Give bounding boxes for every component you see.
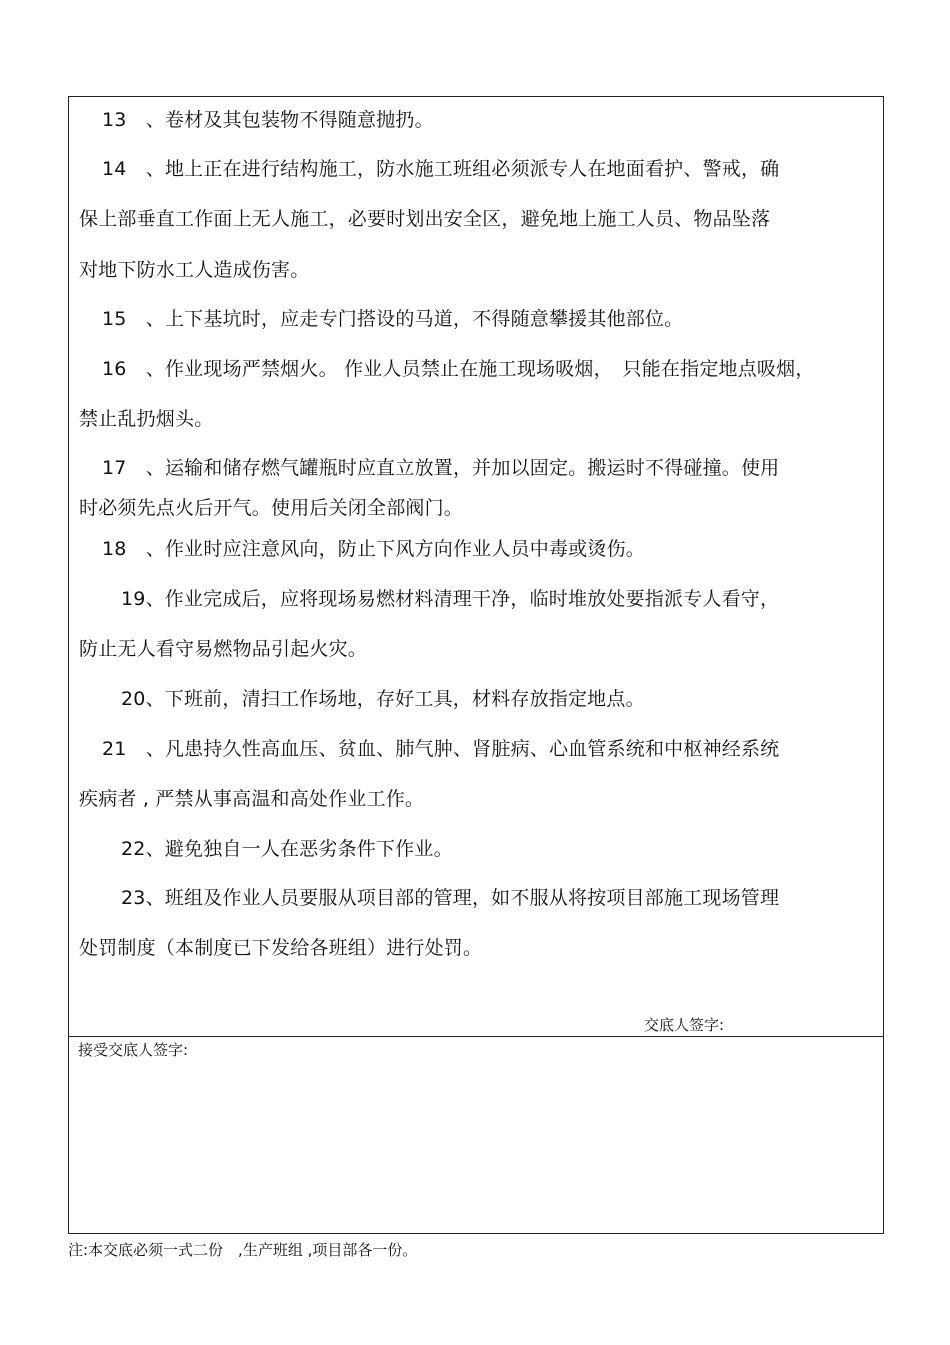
rule-23-line-2: 处罚制度（本制度已下发给各班组）进行处罚。: [79, 937, 483, 959]
rule-13-line: 13 、卷材及其包装物不得随意抛扔。: [102, 109, 434, 131]
rule-20-line: 20、下班前，清扫工作场地，存好工具，材料存放指定地点。: [121, 688, 645, 710]
rule-14-line-2: 保上部垂直工作面上无人施工，必要时划出安全区，避免地上施工人员、物品坠落: [79, 208, 771, 230]
presenter-signature-label: 交底人签字:: [644, 1016, 725, 1034]
receiver-signature-label: 接受交底人签字:: [78, 1041, 189, 1059]
rule-23-line-1: 23、班组及作业人员要服从项目部的管理，如不服从将按项目部施工现场管理: [121, 887, 780, 909]
rule-18-line: 18 、作业时应注意风向，防止下风方向作业人员中毒或烫伤。: [102, 538, 645, 560]
rule-15-line: 15 、上下基坑时，应走专门搭设的马道，不得随意攀援其他部位。: [102, 308, 684, 330]
rule-22-line: 22、避免独自一人在恶劣条件下作业。: [121, 838, 453, 860]
rule-16-line-2: 禁止乱扔烟头。: [79, 408, 214, 430]
receiver-signature-cell: [69, 1037, 883, 1233]
rule-19-line-1: 19、作业完成后，应将现场易燃材料清理干净，临时堆放处要指派专人看守，: [121, 588, 780, 610]
rule-17-line-1: 17 、运输和储存燃气罐瓶时应直立放置，并加以固定。搬运时不得碰撞。使用: [102, 457, 780, 479]
rule-21-line-1: 21 、凡患持久性高血压、贫血、肺气肿、肾脏病、心血管系统和中枢神经系统: [102, 738, 780, 760]
rule-17-line-2: 时必须先点火后开气。使用后关闭全部阀门。: [79, 497, 464, 519]
rule-19-line-2: 防止无人看守易燃物品引起火灾。: [79, 638, 368, 660]
disclosure-table: [68, 96, 884, 1234]
footer-note: 注:本交底必须一式二份 ,生产班组 ,项目部各一份。: [68, 1241, 418, 1259]
rule-14-line-3: 对地下防水工人造成伤害。: [79, 259, 310, 281]
safety-rules-cell: [69, 97, 883, 1037]
rule-21-line-2: 疾病者 , 严禁从事高温和高处作业工作。: [79, 788, 425, 810]
rule-16-line-1: 16 、作业现场严禁烟火。 作业人员禁止在施工现场吸烟， 只能在指定地点吸烟，: [102, 358, 815, 380]
rule-14-line-1: 14 、地上正在进行结构施工，防水施工班组必须派专人在地面看护、警戒，确: [102, 158, 780, 180]
